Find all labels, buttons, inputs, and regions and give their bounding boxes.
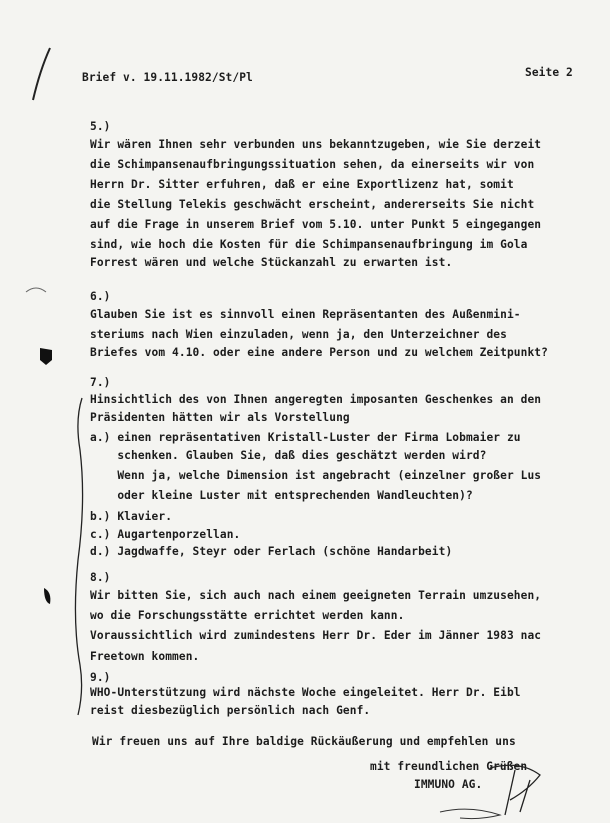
ink-blot-mark bbox=[40, 348, 52, 365]
section-8-number: 8.) bbox=[90, 571, 111, 584]
closing-line: Wir freuen uns auf Ihre baldige Rückäußerung und empfehlen uns bbox=[92, 735, 516, 748]
section-8-line: wo die Forschungsstätte errichtet werden kann. bbox=[90, 609, 405, 622]
company-name: IMMUNO AG. bbox=[414, 778, 483, 791]
stamp-fragment bbox=[440, 809, 500, 818]
ink-blot-mark-lower bbox=[44, 588, 50, 604]
section-7-line: schenken. Glauben Sie, daß dies geschätzt werden wird? bbox=[90, 449, 487, 462]
margin-bracket-mark bbox=[75, 398, 82, 715]
pen-stroke-top-left bbox=[33, 48, 50, 100]
section-7-line: Hinsichtlich des von Ihnen angeregten imposanten Geschenkes an den bbox=[90, 393, 542, 406]
section-5-line: Wir wären Ihnen sehr verbunden uns bekanntzugeben, wie Sie derzeit bbox=[90, 138, 542, 151]
section-6-line: Briefes vom 4.10. oder eine andere Person und zu welchem Zeitpunkt? bbox=[90, 346, 548, 359]
section-5-line: die Stellung Telekis geschwächt erscheint, andererseits Sie nicht bbox=[90, 198, 535, 211]
section-7-line: Wenn ja, welche Dimension ist angebracht (einzelner großer Lus bbox=[90, 469, 542, 482]
section-9-line: reist diesbezüglich persönlich nach Genf. bbox=[90, 704, 371, 717]
section-7-item-c: c.) Augartenporzellan. bbox=[90, 528, 241, 541]
section-6-line: Glauben Sie ist es sinnvoll einen Repräsentanten des Außenmini- bbox=[90, 308, 521, 321]
section-8-line: Wir bitten Sie, sich auch nach einem geeigneten Terrain umzusehen, bbox=[90, 589, 542, 602]
section-7-item-a: a.) einen repräsentativen Kristall-Luster der Firma Lobmaier zu bbox=[90, 431, 521, 444]
section-9-number: 9.) bbox=[90, 671, 111, 684]
section-5-line: sind, wie hoch die Kosten für die Schimpansenaufbringung im Gola bbox=[90, 238, 528, 251]
section-7-line: Präsidenten hätten wir als Vorstellung bbox=[90, 411, 350, 424]
section-8-line: Freetown kommen. bbox=[90, 650, 200, 663]
section-6-number: 6.) bbox=[90, 290, 111, 303]
section-7-item-b: b.) Klavier. bbox=[90, 510, 173, 523]
section-5-line: die Schimpansenaufbringungssituation sehen, da einerseits wir von bbox=[90, 158, 535, 171]
section-5-line: auf die Frage in unserem Brief vom 5.10. unter Punkt 5 eingegangen bbox=[90, 218, 542, 231]
section-5-number: 5.) bbox=[90, 120, 111, 133]
section-5-line: Forrest wären und welche Stückanzahl zu erwarten ist. bbox=[90, 256, 453, 269]
letter-reference: Brief v. 19.11.1982/St/Pl bbox=[82, 71, 253, 84]
section-7-number: 7.) bbox=[90, 376, 111, 389]
punch-hole-mark bbox=[26, 288, 46, 292]
section-7-line: oder kleine Luster mit entsprechenden Wandleuchten)? bbox=[90, 489, 473, 502]
section-8-line: Voraussichtlich wird zumindestens Herr Dr. Eder im Jänner 1983 nac bbox=[90, 629, 542, 642]
section-5-line: Herrn Dr. Sitter erfuhren, daß er eine Exportlizenz hat, somit bbox=[90, 178, 514, 191]
section-9-line: WHO-Unterstützung wird nächste Woche eingeleitet. Herr Dr. Eibl bbox=[90, 686, 521, 699]
page-number: Seite 2 bbox=[525, 66, 573, 79]
section-6-line: steriums nach Wien einzuladen, wenn ja, den Unterzeichner des bbox=[90, 328, 507, 341]
closing-greeting: mit freundlichen Grüßen bbox=[370, 760, 528, 773]
section-7-item-d: d.) Jagdwaffe, Steyr oder Ferlach (schöne Handarbeit) bbox=[90, 545, 453, 558]
